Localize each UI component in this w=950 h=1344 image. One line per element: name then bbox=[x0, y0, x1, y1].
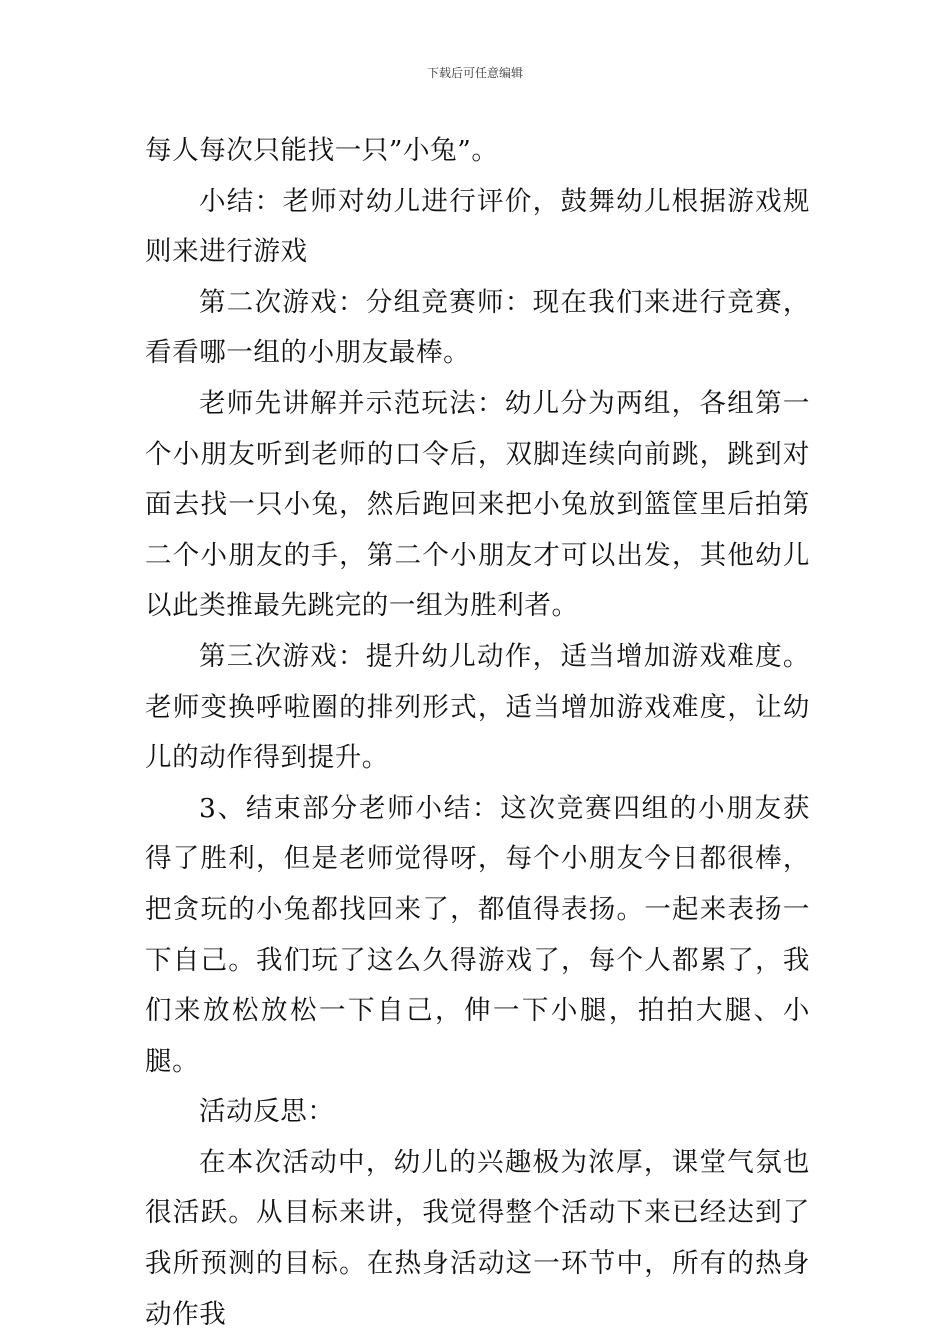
paragraph-rules: 老师先讲解并示范玩法：幼儿分为两组，各组第一个小朋友听到老师的口令后，双脚连续向前跳，跳到对面去找一只小兔，然后跑回来把小兔放到篮筐里后拍第二个小朋友的手，第二个小朋友才可以出发，其他幼儿以此类推最先跳完的一组为胜利者。 bbox=[145, 387, 810, 622]
paragraph-summary: 小结：老师对幼儿进行评价，鼓舞幼儿根据游戏规则来进行游戏 bbox=[145, 185, 810, 268]
paragraph-reflection-heading: 活动反思： bbox=[199, 1096, 335, 1128]
page-header: 下载后可任意编辑 bbox=[426, 66, 523, 80]
paragraph-second-game: 第二次游戏：分组竞赛师：现在我们来进行竞赛，看看哪一组的小朋友最棒。 bbox=[145, 286, 810, 369]
paragraph-reflection: 在本次活动中，幼儿的兴趣极为浓厚，课堂气氛也很活跃。从目标来讲，我觉得整个活动下来已经达到了我所预测的目标。在热身活动这一环节中，所有的热身动作我 bbox=[145, 1146, 810, 1330]
paragraph-continuation: 每人每次只能找一只”小兔”。 bbox=[145, 135, 499, 166]
paragraph-conclusion: 3、结束部分老师小结：这次竞赛四组的小朋友获得了胜利，但是老师觉得呀，每个小朋友今日都很棒，把贪玩的小兔都找回来了，都值得表扬。一起来表扬一下自己。我们玩了这么久得游戏了，每个人都累了，我们来放松放松一下自己，伸一下小腿，拍拍大腿、小腿。 bbox=[145, 792, 810, 1077]
document-body bbox=[145, 126, 810, 1340]
paragraph-third-game: 第三次游戏：提升幼儿动作，适当增加游戏难度。老师变换呼啦圈的排列形式，适当增加游戏难度，让幼儿的动作得到提升。 bbox=[145, 640, 810, 774]
